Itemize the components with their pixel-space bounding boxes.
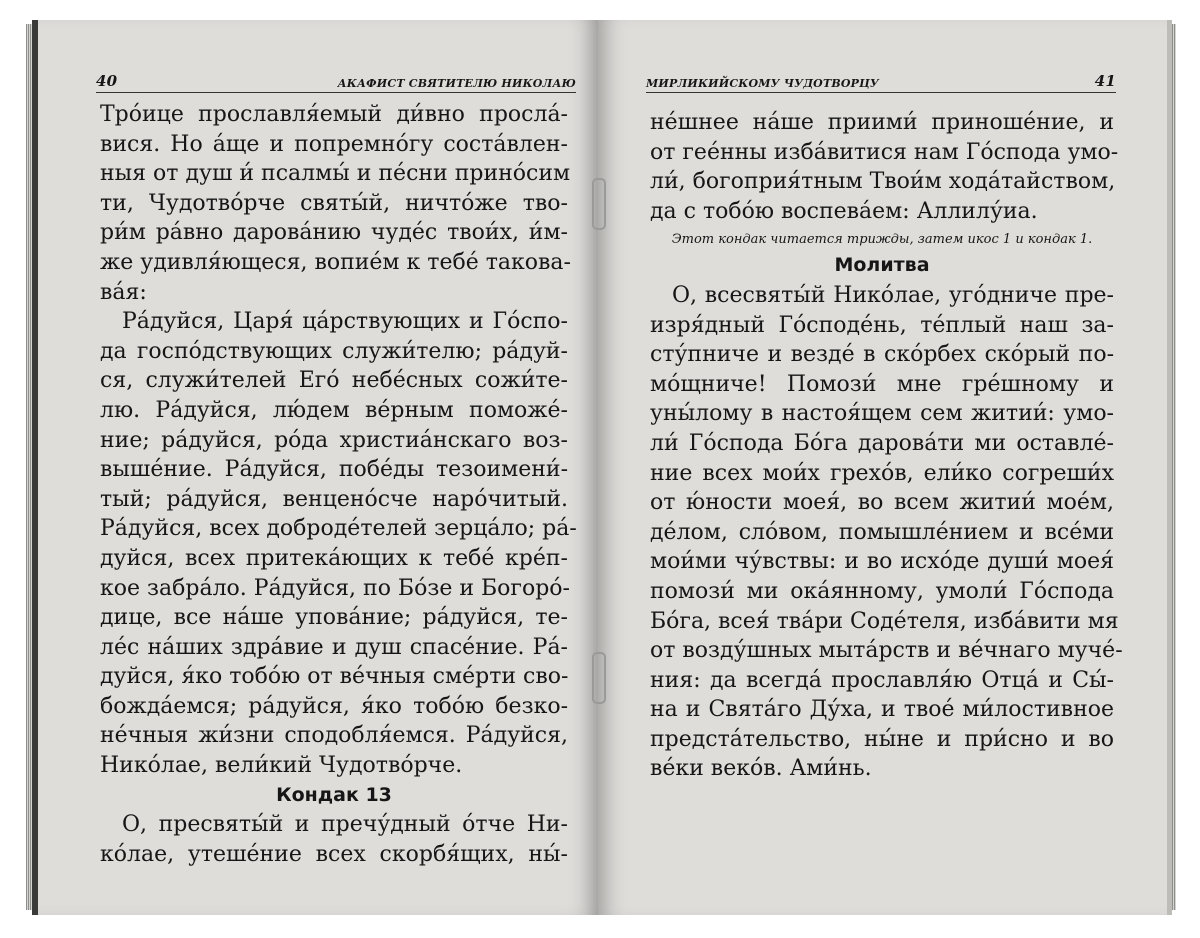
text-line: мои́ми чу́вствы: и во исхо́де души́ моея́ xyxy=(650,549,1114,575)
text-line: ли́, богоприя́тным Твои́м хода́тайством, xyxy=(650,169,1116,195)
text-line: Ра́дуйся, Царя́ ца́рствующих и Го́спо- xyxy=(122,309,568,335)
text-line: ныя от душ и́ псалмы́ и пе́сни прино́сим xyxy=(100,161,571,187)
text-line: мо́щниче! Помози́ мне гре́шному и xyxy=(650,371,1114,397)
text-line: сту́пниче и везде́ в ско́рбех ско́рый по- xyxy=(650,342,1114,368)
right-running-header xyxy=(646,72,1116,93)
right-page-number: 41 xyxy=(1094,72,1116,90)
right-header-title: МИРЛИКИЙСКОМУ ЧУДОТВОРЦУ xyxy=(646,77,880,90)
text-line: ти, Чудотво́рче святы́й, ничто́же тво- xyxy=(100,190,568,216)
text-line: дице, все на́ше упова́ние; ра́дуйся, те- xyxy=(100,605,568,631)
text-line: ва́я: xyxy=(100,279,147,305)
text-line: ние; ра́дуйся, ро́да христиа́нскаго воз- xyxy=(100,427,568,453)
text-line: да госпо́дствующих служи́телю; ра́дуй- xyxy=(100,338,568,364)
text-line: от ю́ности моея́, во всем житии́ мое́м, xyxy=(650,490,1114,516)
text-line: изря́дный Го́споде́нь, те́плый наш за- xyxy=(650,312,1114,338)
text-line: ли́ Го́спода Бо́га дарова́ти ми оставле́- xyxy=(650,430,1114,456)
text-line: же удивля́ющеся, вопие́м к тебе́ такова- xyxy=(100,249,571,275)
left-page xyxy=(32,20,598,915)
prayer-heading: Молитва xyxy=(834,254,930,277)
right-page xyxy=(598,20,1172,915)
text-line: Нико́лае, вели́кий Чудотво́рче. xyxy=(100,753,463,779)
text-line: лю. Ра́дуйся, лю́дем ве́рным поможе́- xyxy=(100,397,568,423)
text-line: ние всех мои́х грехо́в, ели́ко согреши́х xyxy=(650,460,1114,486)
text-line: не́шнее на́ше приими́ приноше́ние, и xyxy=(650,110,1114,135)
text-line: О, пресвяты́й и пречу́дный о́тче Ни- xyxy=(122,812,568,838)
text-line: выше́ние. Ра́дуйся, побе́ды тезоимени́- xyxy=(100,457,568,483)
left-header-title: АКАФИСТ СВЯТИТЕЛЮ НИКОЛАЮ xyxy=(337,77,576,90)
staple-bottom xyxy=(592,652,606,704)
text-line: ко́лае, утеше́ние всех скорбя́щих, ны́- xyxy=(100,841,568,867)
text-line: дуйся, всех притека́ющих к тебе́ кре́п- xyxy=(100,545,568,571)
kondak-heading: Кондак 13 xyxy=(276,783,392,806)
right-body-text xyxy=(650,108,1123,784)
text-line: Бо́га, всея́ тва́ри Соде́теля, изба́вити мя xyxy=(650,608,1119,634)
left-page-number: 40 xyxy=(96,72,118,90)
text-line: де́лом, сло́вом, помышле́нием и все́ми xyxy=(650,519,1114,545)
text-line: Тро́ице прославля́емый ди́вно просла́- xyxy=(100,102,568,127)
text-line: не́чныя жи́зни сподобля́емся. Ра́дуйся, xyxy=(100,723,568,749)
text-line: ве́ки веко́в. Ами́нь. xyxy=(650,756,872,782)
left-body-text xyxy=(100,100,577,869)
rubric-note: Этот кондак читается трижды, затем икос 1 и кондак 1. xyxy=(671,232,1093,248)
staple-top xyxy=(592,178,606,230)
text-line: ния: да всегда́ прославля́ю Отца́ и Сы́- xyxy=(650,667,1114,693)
text-line: вися. Но а́ще и попремно́гу соста́влен- xyxy=(100,131,568,157)
text-line: от гее́нны изба́витися нам Го́спода умо- xyxy=(650,139,1119,165)
left-running-header xyxy=(96,72,576,93)
text-line: кое забра́ло. Ра́дуйся, по Бо́зе и Богоро́- xyxy=(100,575,570,601)
text-line: ри́м ра́вно дарова́нию чуде́с твои́х, и́м- xyxy=(100,220,568,246)
text-line: ся, служи́телей Его́ небе́сных сожи́те- xyxy=(100,368,568,394)
text-line: ле́с на́ших здра́вие и душ спасе́ние. Ра́- xyxy=(100,634,568,660)
text-line: помози́ ми ока́янному, умоли́ Го́спода xyxy=(650,578,1114,604)
text-line: от возду́шных мыта́рств и ве́чнаго муче́- xyxy=(650,638,1123,664)
text-line: Ра́дуйся, всех доброде́телей зерца́ло; ра́- xyxy=(100,516,577,542)
text-line: уны́лому в настоя́щем сем житии́: умо- xyxy=(650,401,1114,427)
text-line: тый; ра́дуйся, венцено́сче наро́читый. xyxy=(100,486,568,512)
text-line: на и Свята́го Ду́ха, и твое́ ми́лостивное xyxy=(650,697,1114,723)
text-line: О, всесвяты́й Нико́лае, уго́дниче пре- xyxy=(672,282,1114,308)
text-line: дуйся, я́ко тобо́ю от ве́чныя сме́рти сво- xyxy=(100,664,569,690)
text-line: божда́емся; ра́дуйся, я́ко тобо́ю безко- xyxy=(100,693,568,719)
text-line: предста́тельство, ны́не и при́сно и во xyxy=(650,726,1114,752)
text-line: да с тобо́ю воспева́ем: Аллилу́иа. xyxy=(650,198,1038,224)
